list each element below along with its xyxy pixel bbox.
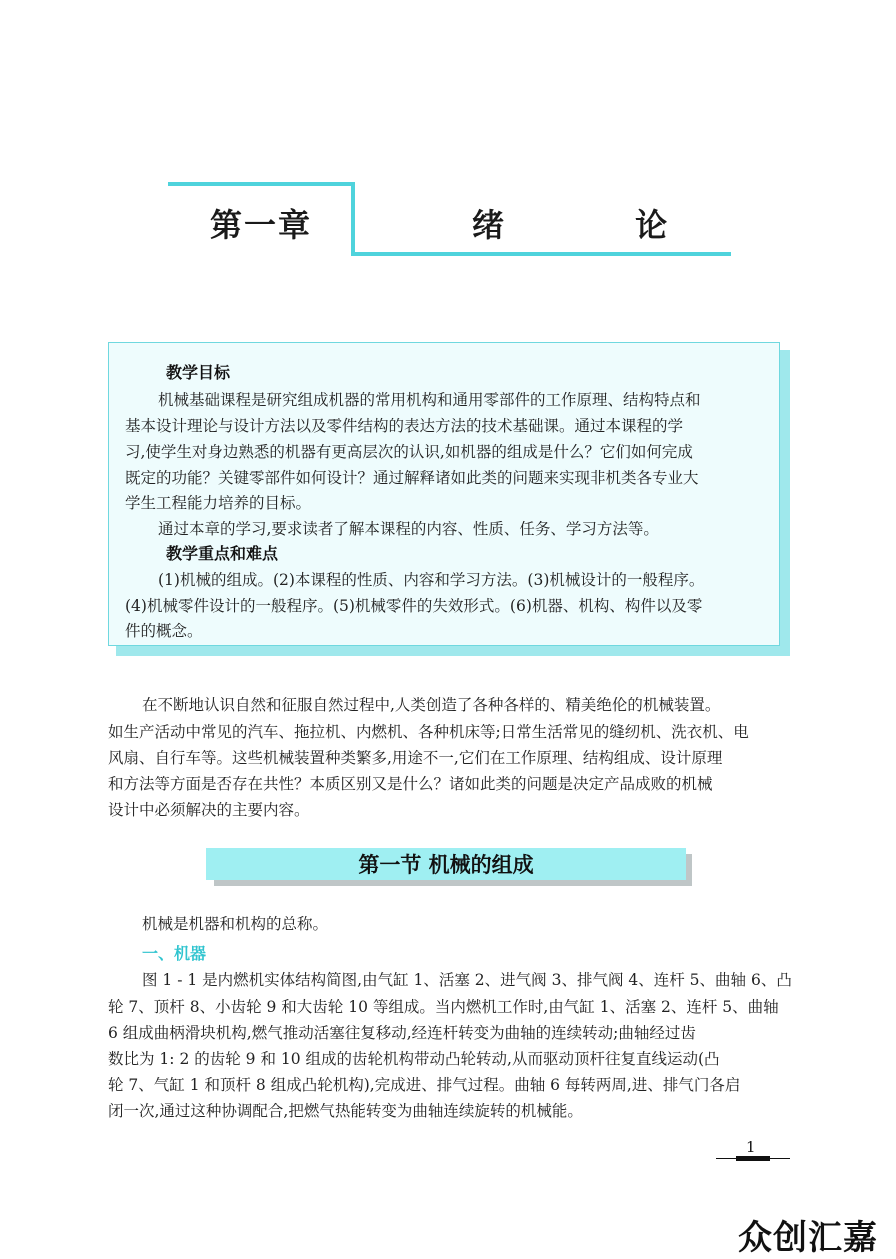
chapter-number: 第一章 xyxy=(210,206,313,244)
figure-text-line: 6 组成曲柄滑块机构,燃气推动活塞往复移动,经连杆转变为曲轴的连续转动;曲轴经过齿 xyxy=(108,1024,696,1042)
page-number-rule-right xyxy=(770,1158,790,1159)
figure-text-line: 闭一次,通过这种协调配合,把燃气热能转变为曲轴连续旋转的机械能。 xyxy=(108,1102,583,1120)
intro-line: 风扇、自行车等。这些机械装置种类繁多,用途不一,它们在工作原理、结构组成、设计原理 xyxy=(108,749,723,767)
objectives-line: 基本设计理论与设计方法以及零件结构的表达方法的技术基础课。通过本课程的学 xyxy=(125,417,684,435)
watermark-logo: 众创汇嘉 xyxy=(738,1218,878,1258)
figure-text-line: 轮 7、气缸 1 和顶杆 8 组成凸轮机构),完成进、排气过程。曲轴 6 每转两周,进、排气门各启 xyxy=(108,1076,741,1094)
intro-line: 如生产活动中常见的汽车、拖拉机、内燃机、各种机床等;日常生活常见的缝纫机、洗衣机、电 xyxy=(108,723,749,741)
objectives-line: 学生工程能力培养的目标。 xyxy=(125,494,312,512)
figure-text-line: 图 1 - 1 是内燃机实体结构简图,由气缸 1、活塞 2、进气阀 3、排气阀 4、连杆 5、曲轴 6、凸 xyxy=(142,971,792,989)
intro-line: 在不断地认识自然和征服自然过程中,人类创造了各种各样的、精美绝伦的机械装置。 xyxy=(142,696,721,714)
objectives-line: 机械基础课程是研究组成机器的常用机构和通用零部件的工作原理、结构特点和 xyxy=(158,391,701,409)
subsection-title: 一、机器 xyxy=(142,944,207,963)
definition-text: 机械是机器和机构的总称。 xyxy=(142,915,329,933)
figure-text-line: 数比为 1: 2 的齿轮 9 和 10 组成的齿轮机构带动凸轮转动,从而驱动顶杆往复直线运动(凸 xyxy=(108,1050,720,1068)
objectives-line: 通过本章的学习,要求读者了解本课程的内容、性质、任务、学习方法等。 xyxy=(158,520,659,538)
objectives-line: 习,使学生对身边熟悉的机器有更高层次的认识,如机器的组成是什么？它们如何完成 xyxy=(125,443,693,461)
key-points-line: 件的概念。 xyxy=(125,622,203,640)
chapter-title: 绪 论 xyxy=(472,206,728,244)
key-points-line: (1)机械的组成。(2)本课程的性质、内容和学习方法。(3)机械设计的一般程序。 xyxy=(158,571,705,589)
figure-text-line: 轮 7、顶杆 8、小齿轮 9 和大齿轮 10 等组成。当内燃机工作时,由气缸 1、活塞 2、连杆 5、曲轴 xyxy=(108,998,779,1016)
key-points-line: (4)机械零件设计的一般程序。(5)机械零件的失效形式。(6)机器、机构、构件以及零 xyxy=(125,597,703,615)
intro-line: 和方法等方面是否存在共性？本质区别又是什么？诸如此类的问题是决定产品成败的机械 xyxy=(108,775,713,793)
page-number: 1 xyxy=(746,1138,756,1156)
chapter-header-line-divider xyxy=(351,182,355,256)
objectives-heading: 教学目标 xyxy=(166,363,231,382)
chapter-header-line-top xyxy=(168,182,354,186)
key-points-heading: 教学重点和难点 xyxy=(166,544,279,563)
chapter-header-line-bottom xyxy=(351,252,731,256)
intro-line: 设计中必须解决的主要内容。 xyxy=(108,801,310,819)
section-title: 第一节 机械的组成 xyxy=(358,852,534,877)
page-number-bar xyxy=(736,1156,770,1161)
objectives-line: 既定的功能？关键零部件如何设计？通过解释诸如此类的问题来实现非机类各专业大 xyxy=(125,469,699,487)
